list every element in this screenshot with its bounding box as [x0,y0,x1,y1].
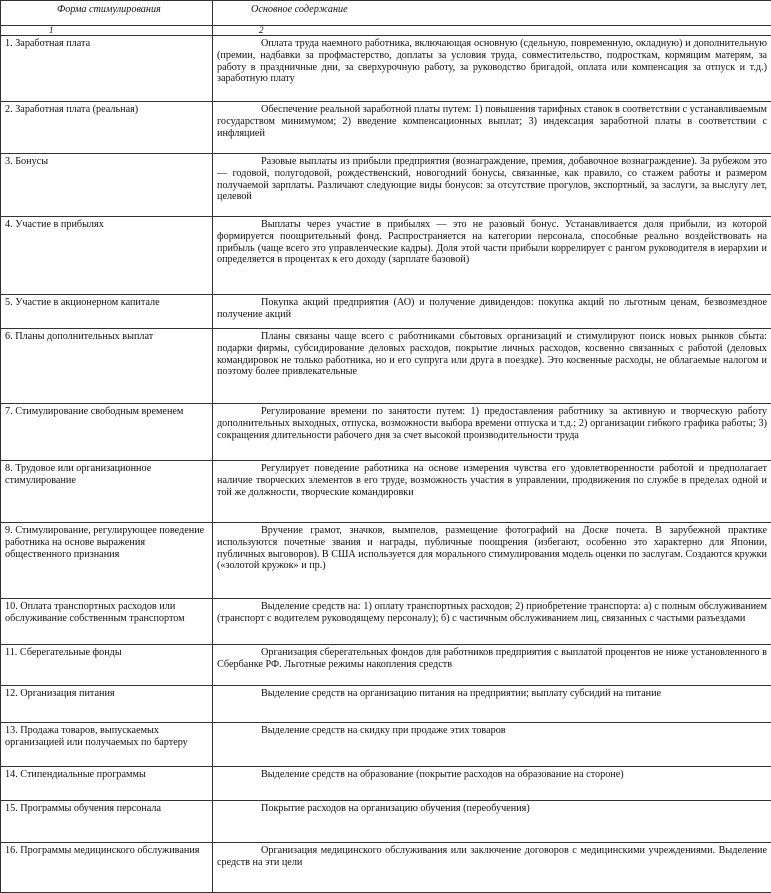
header-row [1,1,771,26]
form-cell: 9. Стимулирование, регулирующее поведение работника на основе выражения общественного признания [1,523,213,599]
form-cell: 7. Стимулирование свободным временем [1,404,213,461]
table-row [1,767,771,801]
content-cell: Планы связаны чаще всего с работниками сбытовых организаций и стимулируют поиск новых рынков сбыта: подарки фирмы, субсидирование деловых расходов, покрытие личных расходов, косвенно связанных с работой (деловых командировок не только работника, но и его супруга или друга в поездке). Это косвенные расходы, не облагаемые налогом и поэтому более привлекательные [213,329,771,404]
content-cell: Разовые выплаты из прибыли предприятия (вознаграждение, премия, добавочное вознаграждение). За рубежом это — годовой, полугодовой, рождественский, новогодний бонусы, связанные, как правило, со стажем работы и размером получаемой зарплаты. Различают следующие виды бонусов: за отсутствие прогулов, экспортный, за заслуги, за выслугу лет, целевой [213,154,771,217]
table-row [1,843,771,893]
column-number-2: 2 [213,26,771,36]
table-row [1,645,771,686]
table-row [1,217,771,295]
content-cell: Оплата труда наемного работника, включающая основную (сдельную, повременную, окладную) и дополнительную (премии, надбавки за профмастерство, доплаты за условия труда, совместительство, подросткам, кормящим матерям, за работу в праздничные дни, за сверхурочную работу, за руководство бригадой, оплата или компенсация за отпуск и т.д.) заработную плату [213,36,771,102]
table-row [1,523,771,599]
content-cell: Регулирование времени по занятости путем: 1) предоставления работнику за активную и творческую работу дополнительных выходных, отпуска, возможности выбора времени отпуска и т.д.; 2) организации гибкого графика работы; 3) сокращения длительности рабочего дня за счет высокой производительности труда [213,404,771,461]
form-cell: 1. Заработная плата [1,36,213,102]
form-cell: 11. Сберегательные фонды [1,645,213,686]
column-number-1: 1 [1,26,213,36]
table-row [1,295,771,329]
table-row [1,154,771,217]
content-cell: Регулирует поведение работника на основе измерения чувства его удовлетворенности работой и предполагает наличие творческих элементов в его труде, возможность участия в управлении, продвижения по службе в пределах одной и той же должности, творческие командировки [213,461,771,523]
form-cell: 2. Заработная плата (реальная) [1,102,213,154]
header-form: Форма стимулирования [1,1,213,26]
form-cell: 5. Участие в акционерном капитале [1,295,213,329]
content-cell: Обеспечение реальной заработной платы путем: 1) повышения тарифных ставок в соответствии с устанавливаемым государством минимумом; 2) введение компенсационных выплат; 3) индексация заработной платы в соответствии с инфляцией [213,102,771,154]
table-row [1,329,771,404]
form-cell: 6. Планы дополнительных выплат [1,329,213,404]
form-cell: 16. Программы медицинского обслуживания [1,843,213,893]
table-row [1,599,771,645]
form-cell: 13. Продажа товаров, выпускаемых организацией или получаемых по бартеру [1,723,213,767]
content-cell: Покупка акций предприятия (АО) и получение дивидендов: покупка акций по льготным ценам, безвозмездное получение акций [213,295,771,329]
content-cell: Выплаты через участие в прибылях — это не разовый бонус. Устанавливается доля прибыли, из которой формируется поощрительный фонд. Распространяется на категории персонала, способные реально воздействовать на прибыль (чаще всего это управленческие кадры). Доля этой части прибыли коррелирует с рангом руководителя в иерархии и определяется в процентах к его доходу (зарплате базовой) [213,217,771,295]
column-number-row [1,26,771,36]
table-row [1,461,771,523]
table-row [1,102,771,154]
content-cell: Покрытие расходов на организацию обучения (переобучения) [213,801,771,843]
table-row [1,404,771,461]
form-cell: 15. Программы обучения персонала [1,801,213,843]
content-cell: Организация медицинского обслуживания или заключение договоров с медицинскими учреждениями. Выделение средств на эти цели [213,843,771,893]
form-cell: 12. Организация питания [1,686,213,723]
table-row [1,686,771,723]
table-row [1,801,771,843]
form-cell: 4. Участие в прибылях [1,217,213,295]
form-cell: 14. Стипендиальные программы [1,767,213,801]
form-cell: 10. Оплата транспортных расходов или обслуживание собственным транспортом [1,599,213,645]
content-cell: Выделение средств на образование (покрытие расходов на образование на стороне) [213,767,771,801]
table-row [1,36,771,102]
form-cell: 8. Трудовое или организационное стимулирование [1,461,213,523]
content-cell: Вручение грамот, значков, вымпелов, размещение фотографий на Доске почета. В зарубежной практике используются почетные звания и награды, публичные поощрения (избегают, особенно это характерно для Японии, публичных выговоров). В США используется для морального стимулирования модель оценки по заслугам. Создаются кружки («золотой кружок» и пр.) [213,523,771,599]
content-cell: Выделение средств на: 1) оплату транспортных расходов; 2) приобретение транспорта: а) с полным обслуживанием (транспорт с водителем руководящему персоналу); б) с частичным обслуживанием лиц, связанных с частыми разъездами [213,599,771,645]
table-row [1,723,771,767]
header-content: Основное содержание [213,1,771,26]
content-cell: Выделение средств на скидку при продаже этих товаров [213,723,771,767]
content-cell: Организация сберегательных фондов для работников предприятия с выплатой процентов не ниже установленного в Сбербанке РФ. Льготные режимы накопления средств [213,645,771,686]
form-cell: 3. Бонусы [1,154,213,217]
content-cell: Выделение средств на организацию питания на предприятии; выплату субсидий на питание [213,686,771,723]
